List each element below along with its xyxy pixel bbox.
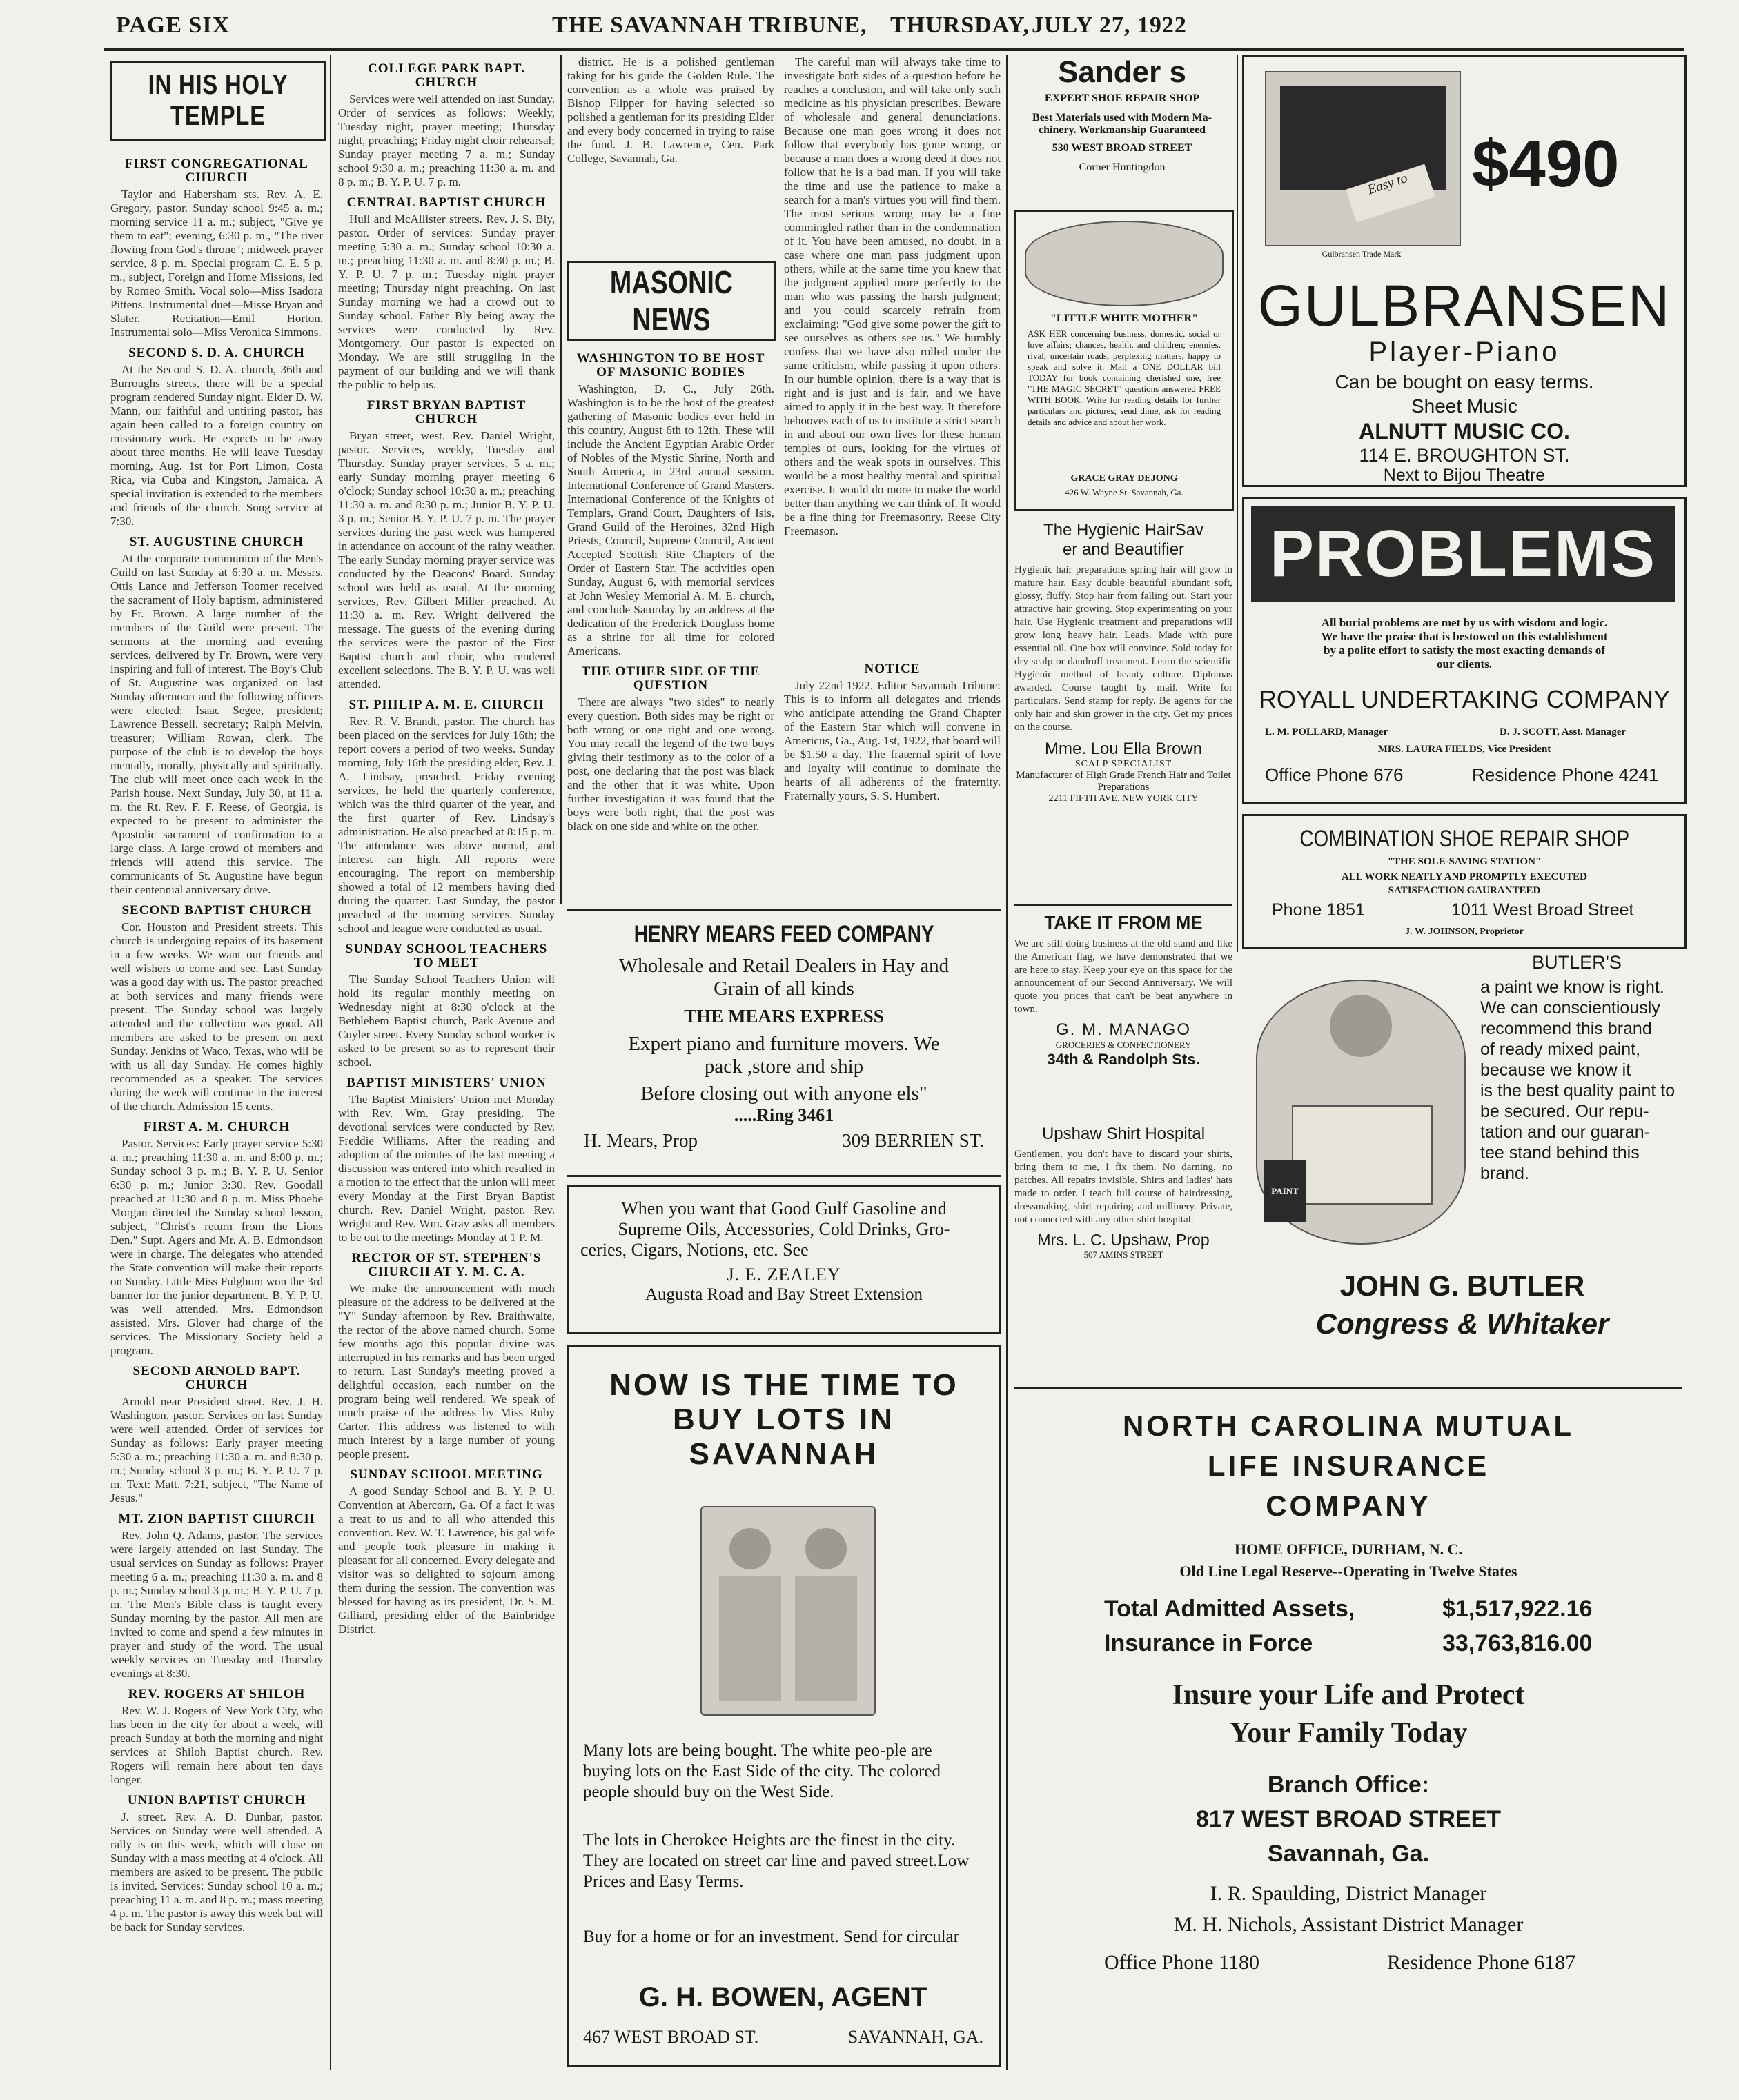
temple-banner <box>110 61 326 141</box>
mother-title: "LITTLE WHITE MOTHER" <box>1050 313 1198 324</box>
henry-mears-ad <box>567 909 1001 1177</box>
bowen-lots-ad <box>567 1345 1001 2067</box>
combination-motto: "THE SOLE-SAVING STATION" <box>1387 856 1542 867</box>
mother-address: 426 W. Wayne St. Savannah, Ga. <box>1065 487 1183 497</box>
manago-sub: GROCERIES & CONFECTIONERY <box>1055 1040 1192 1050</box>
ncm-slogan-1: Insure your Life and Protect <box>1172 1679 1525 1711</box>
hygienic-hair-ad <box>1014 521 1232 852</box>
gulbransen-player-piano: Player-Piano <box>1368 337 1560 367</box>
ncm-assets-value: $1,517,922.16 <box>1442 1596 1593 1622</box>
masthead-rule <box>104 48 1684 51</box>
problems-title: PROBLEMS <box>1269 517 1657 591</box>
mother-signature: GRACE GRAY DEJONG <box>1070 473 1178 484</box>
church-text-st-augustine: At the corporate communion of the Men's Guild on last Sunday at 6:30 a. m. Messrs. Ottis Lance and Jefferson Toomer received the sacrament of Holy baptism, administered by Fr. Brown. A large number of the members of the Guild were present. The sermons at the morning and evening services, delivered by Fr. Brown, were very inspiring and full of interest. The Boy's Club of St. Augustine was organized on last Sunday afternoon and the following officers were elected: Isaac Segee, president; Lawrence Bessell, secretary; Ralph Melvin, treasurer; William Rowan, clerk. The purpose of the club is to develop the boys mentally, morally, physically and spiritually. The club will meet once each week in the Parish house. Next Sunday, July 30, at 11 a. m. the Rt. Rev. F. F. Reese, of Georgia, is expected to be present to administer the Apostolic sacrament of confirmation to a large class. A large crowd of members and friends will attend this service. The communicants of St. Augustine have begun their centennial anniversary drive. <box>110 552 323 896</box>
upshaw-title: Upshaw Shirt Hospital <box>1041 1125 1206 1143</box>
butler-name: JOHN G. BUTLER <box>1339 1269 1585 1302</box>
royall-manager: L. M. POLLARD, Manager <box>1265 726 1388 737</box>
church-text-union-baptist: J. street. Rev. A. D. Dunbar, pastor. Services on Sunday were well attended. A rally is on this week, which will close on Sunday with a mass meeting at 4 o'clock. All members are asked to be present. The public is invited. Services: Sunday school 10 a. m.; preaching 11 a. m. and 8 p. m.; mass meeting 4 p. m. The pastor is away this week but will be back for Sunday services. <box>110 1810 323 1934</box>
bowen-headline-1: NOW IS THE TIME TO <box>609 1368 959 1402</box>
church-head-second-baptist: SECOND BAPTIST CHURCH <box>121 903 312 918</box>
hygienic-role: SCALP SPECIALIST <box>1074 759 1172 769</box>
masonic-head-other-side: THE OTHER SIDE OF THE QUESTION <box>581 664 760 693</box>
church-head-mt-zion: MT. ZION BAPTIST CHURCH <box>118 1512 315 1526</box>
player-piano-illustration <box>1265 71 1461 246</box>
bowen-paragraph-2: The lots in Cherokee Heights are the finest in the city. They are located on street car line and paved street.Low Prices and Easy Terms. <box>583 1831 970 1891</box>
ncm-office-phone: Office Phone 1180 <box>1104 1951 1259 1974</box>
child-head-right <box>805 1528 847 1569</box>
sanders-name: Sander s <box>1058 55 1186 89</box>
gulbransen-line-1: Can be bought on easy terms. <box>1335 371 1594 393</box>
butler-line: is the best quality paint to <box>1480 1081 1676 1100</box>
gulbransen-line-2: Sheet Music <box>1411 395 1518 417</box>
temple-banner-title: IN HIS HOLY TEMPLE <box>148 70 288 131</box>
henry-mears-address: 309 BERRIEN ST. <box>842 1130 984 1151</box>
hygienic-text: Hygienic hair preparations spring hair will grow in mature hair. Easy double beautiful abundant soft, glossy, fluffy. Stop hair from falling out. Start your attractive hair growing. Stop experimenting on your hair. Use Hygienic treatment and preparations will grow long heavy hair. Leads. Made with pure essential oil. One box will convince. Sold today for dry scalp or dandruff treatment. Learn the scientific Hygienic method of beauty culture. Diplomas awarded. Course taught by mail. Write for particulars. Send stamp for reply. Be agents for the only hair and skin grower in the city. Get my prices on the course. <box>1014 564 1232 733</box>
issue-day: THURSDAY, <box>890 12 1030 38</box>
church-text-st-philip: Rev. R. V. Brandt, pastor. The church has been placed on the services for July 16th; the report covers a period of two weeks. Sunday morning, July 16th the presiding elder, Rev. J. A. Lindsay, preached. Friday evening services, he held the quarterly conference, which was the third quarter of the year, and the first quarter of Rev. Lindsay's administration. He also preached at 8:15 p. m. The attendance was above normal, and interest ran high. All reports were encouraging. The report on membership showed a total of 12 members having died during the quarter. Last Sunday, the pastor preached at the morning services. Sunday school and league were conducted as usual. <box>338 715 555 935</box>
royall-line-3: by a polite effort to satisfy the most exacting demands of <box>1324 644 1605 657</box>
ncm-title-2: LIFE INSURANCE <box>1207 1449 1490 1482</box>
alnutt-address: 114 E. BROUGHTON ST. <box>1359 445 1570 466</box>
gulbransen-caption: Gulbransen Trade Mark <box>1322 249 1402 259</box>
upshaw-address: 507 AMINS STREET <box>1083 1249 1163 1260</box>
col4-upper-text <box>784 55 1001 648</box>
ncm-force-value: 33,763,816.00 <box>1442 1630 1593 1656</box>
ncm-title-1: NORTH CAROLINA MUTUAL <box>1122 1409 1575 1442</box>
hygienic-address: 2211 FIFTH AVE. NEW YORK CITY <box>1048 793 1199 804</box>
upshaw-shirt-ad <box>1014 1125 1232 1387</box>
col4-upper-paragraph: The careful man will always take time to investigate both sides of a question before he reaches a conclusion, and will take only such medicine as his physician prescribes. Beware of wholesale and general denunciations. Because one man goes wrong it does not follow that everybody has gone wrong, or because a man does a wrong deed it does not follow that he is a bad man. If you will take the time and use the patience to make a search for a man's virtues you will find them. The most serious wrong may be a fine commingled rather than in the condemnation of it. You have been amused, no doubt, in a case where one man pass judgment upon others, while at the same time you knew that the judgment applied more perfectly to the man who was passing the harsh judgment; and you could scarcely refrain from exclaiming: "God give some power the gift to see ourselves as others see us." We humbly confess that we have also rolled under the same criticism, while passing it upon others. In our humble opinion, there is a way that is right and is just and is fair, and we have aimed to apply it in the best way. It therefore behooves each of us to institute a strict search in and about our own lives for these human temples of ours, looking for the virtues of others and the weak spots in ourselves. This would be a most healthy mental and spiritual exercise. It would do more to make the world better than anything we can think of. It would be a fine thing for Freemasonry. Reese City Freemason. <box>784 55 1001 537</box>
news-text-ministers-union: The Baptist Ministers' Union met Monday with Rev. Wm. Gray presiding. The devotional services were conducted by Rev. Freddie Williams. After the reading and adoption of the minutes of the last meeting a discussion was entered into which resulted in a motion to the effect that the union will meet every Monday at the First Bryan Baptist church. Rev. Daniel Wright, pastor. Rev. Wright and Rev. Wm. Gray asks all members to be out to the meetings Monday at 1 P. M. <box>338 1093 555 1244</box>
upshaw-text: Gentlemen, you don't have to discard your shirts, bring them to me, I fix them. No darning, no patches. All repairs invisible. Shirts and ladies' hats made to order. I teach full course of hairdressing, dressmaking, shirt repairing and millinery. Private, not connected with any other shirt hospital. <box>1014 1149 1232 1225</box>
combination-line-1: ALL WORK NEATLY AND PROMPTLY EXECUTED <box>1341 871 1588 882</box>
church-news-column-2 <box>338 55 555 2070</box>
sanders-line-3: chinery. Workmanship Guaranteed <box>1039 124 1206 136</box>
church-head-college-park: COLLEGE PARK BAPT. CHURCH <box>368 61 525 90</box>
column-rule-4 <box>1006 55 1008 2070</box>
manago-ad <box>1014 912 1232 1119</box>
ncm-branch-street: 817 WEST BROAD STREET <box>1195 1806 1502 1832</box>
church-head-first-congregational: FIRST CONGREGATIONAL CHURCH <box>125 157 308 185</box>
bowen-agent: G. H. BOWEN, AGENT <box>638 1982 928 2012</box>
child-head-left <box>729 1528 771 1569</box>
ncm-home-office: HOME OFFICE, DURHAM, N. C. <box>1235 1541 1462 1558</box>
church-text-first-am: Pastor. Services: Early prayer service 5:30 a. m.; preaching 11:30 a. m. and 8:00 p. m.; Sunday school 3 p. m.; B. Y. P. U. Senior 6:30 p. m.; Junior 3:30. Rev. Goodall preached at 11:30 and 8 p. m. Miss Phoebe Morgan directed the Sunday school lesson, subject, "Christ's return from the Lions Den." Supt. Agers and Mr. A. B. Edmondson were in charge. The delegates who attended the State convention will make their reports on Sunday. Little Miss Fulghum won the 3rd banner for the junior department. B. Y. P. U. was well attended. Mrs. Edmondson assisted. Mrs. Glover had charge of the services. The Missionary Society held a program. <box>110 1137 323 1357</box>
henry-mears-proprietor: H. Mears, Prop <box>584 1130 698 1151</box>
henry-mears-phone: .....Ring 3461 <box>734 1105 834 1125</box>
manago-title: TAKE IT FROM ME <box>1044 912 1203 933</box>
manago-name: G. M. MANAGO <box>1055 1020 1191 1039</box>
butler-line: because we know it <box>1480 1060 1631 1080</box>
church-text-rev-rogers: Rev. W. J. Rogers of New York City, who has been in the city for about a week, will preach Sunday at both the morning and night services at Shiloh Baptist church. Rev. Rogers will remain here about ten days longer. <box>110 1704 323 1786</box>
col3-lead-paragraph: district. He is a polished gentleman taking for his guide the Golden Rule. The convention as a whole was praised by Bishop Flipper for having selected so polished a gentleman for its presiding Elder and every body concerned in trying to raise the fund. J. B. Lawrence, Cen. Park College, Savannah, Ga. <box>567 55 774 165</box>
henry-mears-line-5: pack ,store and ship <box>704 1056 864 1078</box>
bowen-paragraph-3: Buy for a home or for an investment. Send for circular <box>583 1928 959 1946</box>
ncm-force-label: Insurance in Force <box>1104 1630 1313 1656</box>
royall-line-4: our clients. <box>1437 657 1492 671</box>
church-head-rev-rogers: REV. ROGERS AT SHILOH <box>128 1687 306 1701</box>
news-text-rector-ymca: We make the announcement with much pleasure of the address to be delivered at the "Y" Sunday afternoon by Rev. Braithwaite, the rector of the above named church. Some few months ago this popular divine was interrupted in his remarks and has been urged to return. Last Sunday's meeting proved a delightful occasion, each number on the program being well rendered. We speak of much praise of the address by Miss Ruby Carter. This address was listened to with much interest by a large number of young people present. <box>338 1282 555 1460</box>
butler-line: brand. <box>1480 1164 1529 1183</box>
church-text-first-congregational: Taylor and Habersham sts. Rev. A. E. Gregory, pastor. Sunday school 9:45 a. m.; morning service 11 a. m.; subject, "Give ye them to eat"; evening, 6:30 p. m., "The river flowing from God's throne"; midweek prayer service, 8 p. m. Special program C. E. 5 p. m., subject, Foreign and Home Missions, led by Romeo Smith. Vocal solo—Miss Isadora Pittens. Instrumental duet—Misse Bryan and Slater. Recitation—Emil Horton. Instrumental solo—Miss Veronica Simmons. <box>110 188 323 339</box>
bowen-paragraph-1: Many lots are being bought. The white peo-ple are buying lots on the East Side of the city. The colored people should buy on the West Side. <box>583 1741 941 1801</box>
issue-date: JULY 27, 1922 <box>1032 12 1187 38</box>
ncm-district-manager: I. R. Spaulding, District Manager <box>1210 1882 1487 1905</box>
bowen-city: SAVANNAH, GA. <box>847 2027 983 2047</box>
combination-phone: Phone 1851 <box>1272 900 1365 920</box>
masonic-banner-title: MASONIC NEWS <box>609 264 734 337</box>
church-text-second-baptist: Cor. Houston and President streets. This church is undergoing repairs of its basement in a few weeks. We want our friends and well wishers to come and see. Last Sunday was a good day with us. The pastor preached at both services and many friends were present. The Sunday school was largely attended and the collection was good. All members are asked to be present on next Sunday. Jenkins of Waco, Texas, who will be with us all day Sunday. He comes highly recommended as a speaker. The services during the week will continue in the interest of the church. Admission 15 cents. <box>110 920 323 1113</box>
royall-vice-president: MRS. LAURA FIELDS, Vice President <box>1377 744 1551 755</box>
royall-name: ROYALL UNDERTAKING COMPANY <box>1258 685 1671 713</box>
ncm-assistant-manager: M. H. Nichols, Assistant District Manager <box>1173 1913 1524 1936</box>
butler-line: tee stand behind this <box>1480 1143 1640 1162</box>
church-head-union-baptist: UNION BAPTIST CHURCH <box>127 1793 306 1807</box>
masonic-head-washington: WASHINGTON TO BE HOST OF MASONIC BODIES <box>576 351 765 379</box>
henry-mears-express: THE MEARS EXPRESS <box>684 1006 884 1027</box>
sanders-line-2: Best Materials used with Modern Ma- <box>1032 112 1212 123</box>
royall-undertaking-ad <box>1242 497 1687 804</box>
church-head-st-augustine: ST. AUGUSTINE CHURCH <box>129 535 304 549</box>
gulbransen-ad <box>1242 55 1687 487</box>
church-head-first-bryan: FIRST BRYAN BAPTIST CHURCH <box>366 398 527 426</box>
alnutt-name: ALNUTT MUSIC CO. <box>1359 419 1570 444</box>
little-white-mother-ad <box>1014 210 1234 511</box>
butler-paint-ad <box>1242 952 1682 1373</box>
masonic-banner <box>567 261 776 341</box>
divider-take-it <box>1014 904 1232 906</box>
church-text-college-park: Services were well attended on last Sunday. Order of services as follows: Weekly, Tuesday night, prayer meeting; Thursday night, preaching; Friday night choir rehearsal; Sunday prayer meeting 7 a. m.; Sunday school 9:30 a. m.; preaching 11:30 a. m. and 8 p. m.; B. Y. P. U. 7 p. m. <box>338 92 555 188</box>
church-text-central-baptist: Hull and McAllister streets. Rev. J. S. Bly, pastor. Order of services: Sunday prayer meeting 5:30 a. m.; Sunday school 10:30 a. m.; preaching 11:30 a. m. and 8:30 p. m.; B. Y. P. U. 7 p. m.; Tuesday night prayer meeting; Thursday night preaching. On last Sunday morning we had a crowd out to Sunday school. Father Bly being away the services were conducted by Rev. Montgomery. Our pastor is expected on Monday. We are still struggling in the payment of our building and we will thank the public to help us. <box>338 212 555 391</box>
zealey-ad <box>567 1185 1001 1334</box>
hygienic-title: The Hygienic HairSav <box>1043 521 1204 539</box>
church-head-second-arnold: SECOND ARNOLD BAPT. CHURCH <box>132 1364 301 1392</box>
church-text-first-bryan: Bryan street, west. Rev. Daniel Wright, pastor. Services, weekly, Tuesday and Thursday. Sunday prayer services, 5 a. m.; early Sunday morning prayer meeting 6 o'clock; Sunday school 10:30 a. m.; preaching 11:30 a. m. and 8:30 p. m.; Junior B. Y. P. U. 3 p. m.; Senior B. Y. P. U. 7 p. m. The prayer services during the past week was hampered in attendance on account of the rainy weather. The early Sunday morning prayer service was conducted by the Deacons' Board. Sunday school was held as usual. At the morning services, Rev. Gilbert Miller preached. At 11:30 a. m. Rev. Wright delivered the message. The guests of the evening during the services were the pastor of the First Baptist church and choir, who rendered excellent selections. The B. Y. P. U. was well attended. <box>338 429 555 691</box>
page-number: PAGE SIX <box>116 12 230 38</box>
royall-line-2: We have the praise that is bestowed on this establishment <box>1321 630 1608 643</box>
church-head-first-am: FIRST A. M. CHURCH <box>143 1120 291 1134</box>
paint-can: PAINT <box>1264 1160 1306 1222</box>
ncm-residence-phone: Residence Phone 6187 <box>1387 1951 1576 1974</box>
bowen-address: 467 WEST BROAD ST. <box>583 2027 759 2047</box>
painter-head <box>1330 995 1392 1057</box>
house-shape <box>1292 1105 1433 1205</box>
church-head-st-philip: ST. PHILIP A. M. E. CHURCH <box>348 697 544 712</box>
butler-copy <box>1480 977 1680 1184</box>
sanders-line-4: 530 WEST BROAD STREET <box>1052 142 1192 154</box>
bowen-headline-2: BUY LOTS IN <box>673 1403 895 1436</box>
ncm-assets-label: Total Admitted Assets, <box>1104 1596 1355 1622</box>
church-text-second-arnold: Arnold near President street. Rev. J. H. Washington, pastor. Services on last Sunday were well attended. Order of services for Sunday as follows: Early prayer meeting 5:30 a. m.; preaching 11:30 a. m. and 8:30 p. m.; Sunday school 3 p. m.; B. Y. P. U. 7 p. m. Text: Matt. 7:21, subject, "The Name of Jesus." <box>110 1395 323 1505</box>
hygienic-title-2: er and Beautifier <box>1062 540 1185 559</box>
child-body-right <box>795 1576 857 1701</box>
church-text-second-sda: At the Second S. D. A. church, 36th and Burroughs streets, there will be a special program rendered Sunday night. Elder D. W. Mann, our faithful and untiring pastor, has again been called to a foreign country on missionary work. He expects to be away about three months. He will leave Tuesday morning, Aug. 1st for Port Limon, Costa Rica, via Cuba and Kingston, Jamaica. A special invitation is extended to the members and friends of the church. Song service at 7:30. <box>110 363 323 528</box>
ncm-branch-label: Branch Office: <box>1267 1772 1430 1798</box>
royall-asst-manager: D. J. SCOTT, Asst. Manager <box>1500 726 1627 737</box>
henry-mears-title: HENRY MEARS FEED COMPANY <box>633 921 934 947</box>
church-head-second-sda: SECOND S. D. A. CHURCH <box>128 346 305 360</box>
zealey-address: Augusta Road and Bay Street Extension <box>645 1285 923 1304</box>
news-head-sunday-school-meeting: SUNDAY SCHOOL MEETING <box>350 1467 543 1482</box>
masonic-text-washington: Washington, D. C., July 26th. Washington is to be the host of the greatest gathering of Masonic bodies ever held in this country, August 6th to 12th. These will include the Ancient Egyptian Arabic Order of Nobles of the Mystic Shrine, North and South America, in 23rd annual session. International Conference of Grand Masters. International Conference of the Knights of Templars, Grand Court, Daughters of Isis, Grand Guild of the Heroines, 32nd High Priests, Council, Supreme Council, Ancient Accepted Scottish Rite Chapters of the Order of Eastern Star. The activities open Sunday, August 6, with memorial services at John Wesley Memorial A. M. E. church, and conclude Saturday by an address at the dedication of the Frederick Douglass home as a shrine for all time for colored Americans. <box>567 382 774 657</box>
combination-shoe-ad <box>1242 814 1687 949</box>
news-text-sunday-school-meeting: A good Sunday School and B. Y. P. U. Convention at Abercorn, Ga. Of a fact it was a treat to us and to all who attended this convention. Rev. W. T. Lawrence, his gal wife and people took pleasure in making it pleasant for all concerned. Every delegate and visitor was so delighted to sojourn among them during the session. The convention was blessed for having as its president, Dr. S. M. Gilliard, presiding elder of the Bainbridge District. <box>338 1485 555 1636</box>
gulbransen-brand: GULBRANSEN <box>1257 273 1671 338</box>
news-head-rector-ymca: RECTOR OF ST. STEPHEN'S CHURCH AT Y. M. C. A. <box>351 1251 542 1279</box>
henry-mears-line-4: Expert piano and furniture movers. We <box>628 1033 940 1055</box>
masonic-text-other-side: There are always "two sides" to nearly every question. Both sides may be right or both wrong or one right and one wrong. You may recall the legend of the two boys giving their testimony as to the color of a post, one declaring that the post was black and the other that it was white. Upon further investigation it was found that the boys were both right, that the post was black on one side and white on the other. <box>567 695 774 833</box>
henry-mears-line-6: Before closing out with anyone els" <box>640 1082 927 1105</box>
mother-text: ASK HER concerning business, domestic, social or love affairs; chances, health, and children; enemies, rival, uncertain roads, perplexing matters, happy to speak and solve it. Mail a ONE DOLLAR bill TODAY for book containing cherished one, free "THE MAGIC SECRET" questions answered FREE WITH BOOK. Write for reading details for further particulars and pictures; send dime, ask for reading details and advice and about her work. <box>1028 328 1221 427</box>
sanders-ad <box>1013 55 1231 200</box>
combination-proprietor: J. W. JOHNSON, Proprietor <box>1405 927 1524 937</box>
sanders-line-1: EXPERT SHOE REPAIR SHOP <box>1044 92 1200 104</box>
notice-text: July 22nd 1922. Editor Savannah Tribune: This is to inform all delegates and friends who anticipate attending the Grand Chapter of the Eastern Star which will convene in Americus, Ga., Aug. 1st, 1922, that board will be $1.50 a day. The fraternal spirit of love and loyalty will continue to dominate the hearts of all adherents of the fraternity. Fraternally yours, S. S. Humbert. <box>784 679 1001 802</box>
butler-line: We can conscientiously <box>1480 998 1660 1018</box>
ncm-tagline: Old Line Legal Reserve--Operating in Twelve States <box>1179 1563 1517 1580</box>
hygienic-proprietor: Mme. Lou Ella Brown <box>1044 740 1203 758</box>
henry-mears-line-1: Wholesale and Retail Dealers in Hay and <box>618 955 950 977</box>
sanders-line-5: Corner Huntingdon <box>1079 161 1166 173</box>
hygienic-manufacturer: Manufacturer of High Grade French Hair and Toilet Preparations <box>1016 770 1231 793</box>
ncm-title-3: COMPANY <box>1266 1489 1431 1522</box>
column-rule-1 <box>330 55 331 2070</box>
children-illustration <box>700 1506 876 1716</box>
church-text-mt-zion: Rev. John Q. Adams, pastor. The services were largely attended on last Sunday. The usual services on Sunday as follows: Prayer meeting 6 a. m.; preaching 11:30 a. m. and 8 p. m.; Sunday school 3 p. m.; B. Y. P. U. 7 p. m. The Men's Bible class is taught every Sunday morning by the pastor. All men are invited to come and spend a few minutes in prayer and study of the word. The usual weekly services on Tuesday and Thursday evenings at 8:30. <box>110 1529 323 1680</box>
nc-mutual-ad <box>1014 1387 1682 2065</box>
butler-address: Congress & Whitaker <box>1315 1307 1609 1340</box>
piano-easy-label: Easy to <box>1346 164 1435 223</box>
alnutt-location: Next to Bijou Theatre <box>1383 466 1546 485</box>
fortune-emblem-illustration <box>1025 221 1224 306</box>
combination-line-2: SATISFACTION GAURANTEED <box>1388 885 1541 896</box>
royall-line-1: All burial problems are met by us with wisdom and logic. <box>1321 616 1608 629</box>
church-head-central-baptist: CENTRAL BAPTIST CHURCH <box>346 195 547 210</box>
zealey-line-3: ceries, Cigars, Notions, etc. See <box>580 1240 809 1260</box>
notice-column <box>784 655 1001 904</box>
column-rule-5 <box>1237 55 1238 952</box>
col3-lead-text <box>567 55 774 248</box>
upshaw-proprietor: Mrs. L. C. Upshaw, Prop <box>1037 1231 1210 1249</box>
combination-name: COMBINATION SHOE REPAIR SHOP <box>1299 826 1629 852</box>
newspaper-name: THE SAVANNAH TRIBUNE, <box>552 12 867 38</box>
child-body-left <box>719 1576 781 1701</box>
butler-line: of ready mixed paint, <box>1480 1040 1641 1059</box>
news-text-teachers-meet: The Sunday School Teachers Union will hold its regular monthly meeting on Wednesday night at 8:30 o'clock at the Bethlehem Baptist church, Park Avenue and Cuyler street. Every Sunday school worker is asked to be present so as to represent their school. <box>338 973 555 1069</box>
bowen-headline-3: SAVANNAH <box>689 1437 879 1471</box>
combination-address: 1011 West Broad Street <box>1451 900 1634 920</box>
zealey-line-1: When you want that Good Gulf Gasoline and <box>621 1198 947 1218</box>
manago-text: We are still doing business at the old stand and like the American flag, we have demonstrated that we are here to stay. Keep your eye on this space for the announcement of our Second Anniversary. We will quote you prices that can't be beat anywhere in town. <box>1014 938 1232 1015</box>
news-head-teachers-meet: SUNDAY SCHOOL TEACHERS TO MEET <box>345 942 548 970</box>
manago-address: 34th & Randolph Sts. <box>1047 1051 1200 1068</box>
butler-line: tation and our guaran- <box>1480 1122 1651 1142</box>
house-paint-illustration <box>1256 980 1466 1245</box>
news-head-ministers-union: BAPTIST MINISTERS' UNION <box>346 1076 547 1090</box>
royall-office-phone: Office Phone 676 <box>1265 764 1404 785</box>
gulbransen-price: $490 <box>1472 127 1620 201</box>
ncm-branch-city: Savannah, Ga. <box>1267 1841 1430 1867</box>
henry-mears-line-2: Grain of all kinds <box>714 978 854 1000</box>
butler-line: a paint we know is right. <box>1480 978 1664 997</box>
butler-line: be secured. Our repu- <box>1480 1102 1649 1121</box>
butler-head: BUTLER'S <box>1532 952 1622 973</box>
church-news-column <box>110 150 323 2068</box>
zealey-name: J. E. ZEALEY <box>727 1265 841 1285</box>
problems-banner <box>1251 506 1675 602</box>
ncm-slogan-2: Your Family Today <box>1229 1717 1468 1749</box>
zealey-line-2: Supreme Oils, Accessories, Cold Drinks, Gro- <box>618 1219 950 1239</box>
column-rule-2 <box>560 55 562 904</box>
masonic-news-column <box>567 345 774 904</box>
notice-head: NOTICE <box>864 662 921 676</box>
butler-line: recommend this brand <box>1480 1019 1652 1038</box>
royall-residence-phone: Residence Phone 4241 <box>1472 764 1659 785</box>
